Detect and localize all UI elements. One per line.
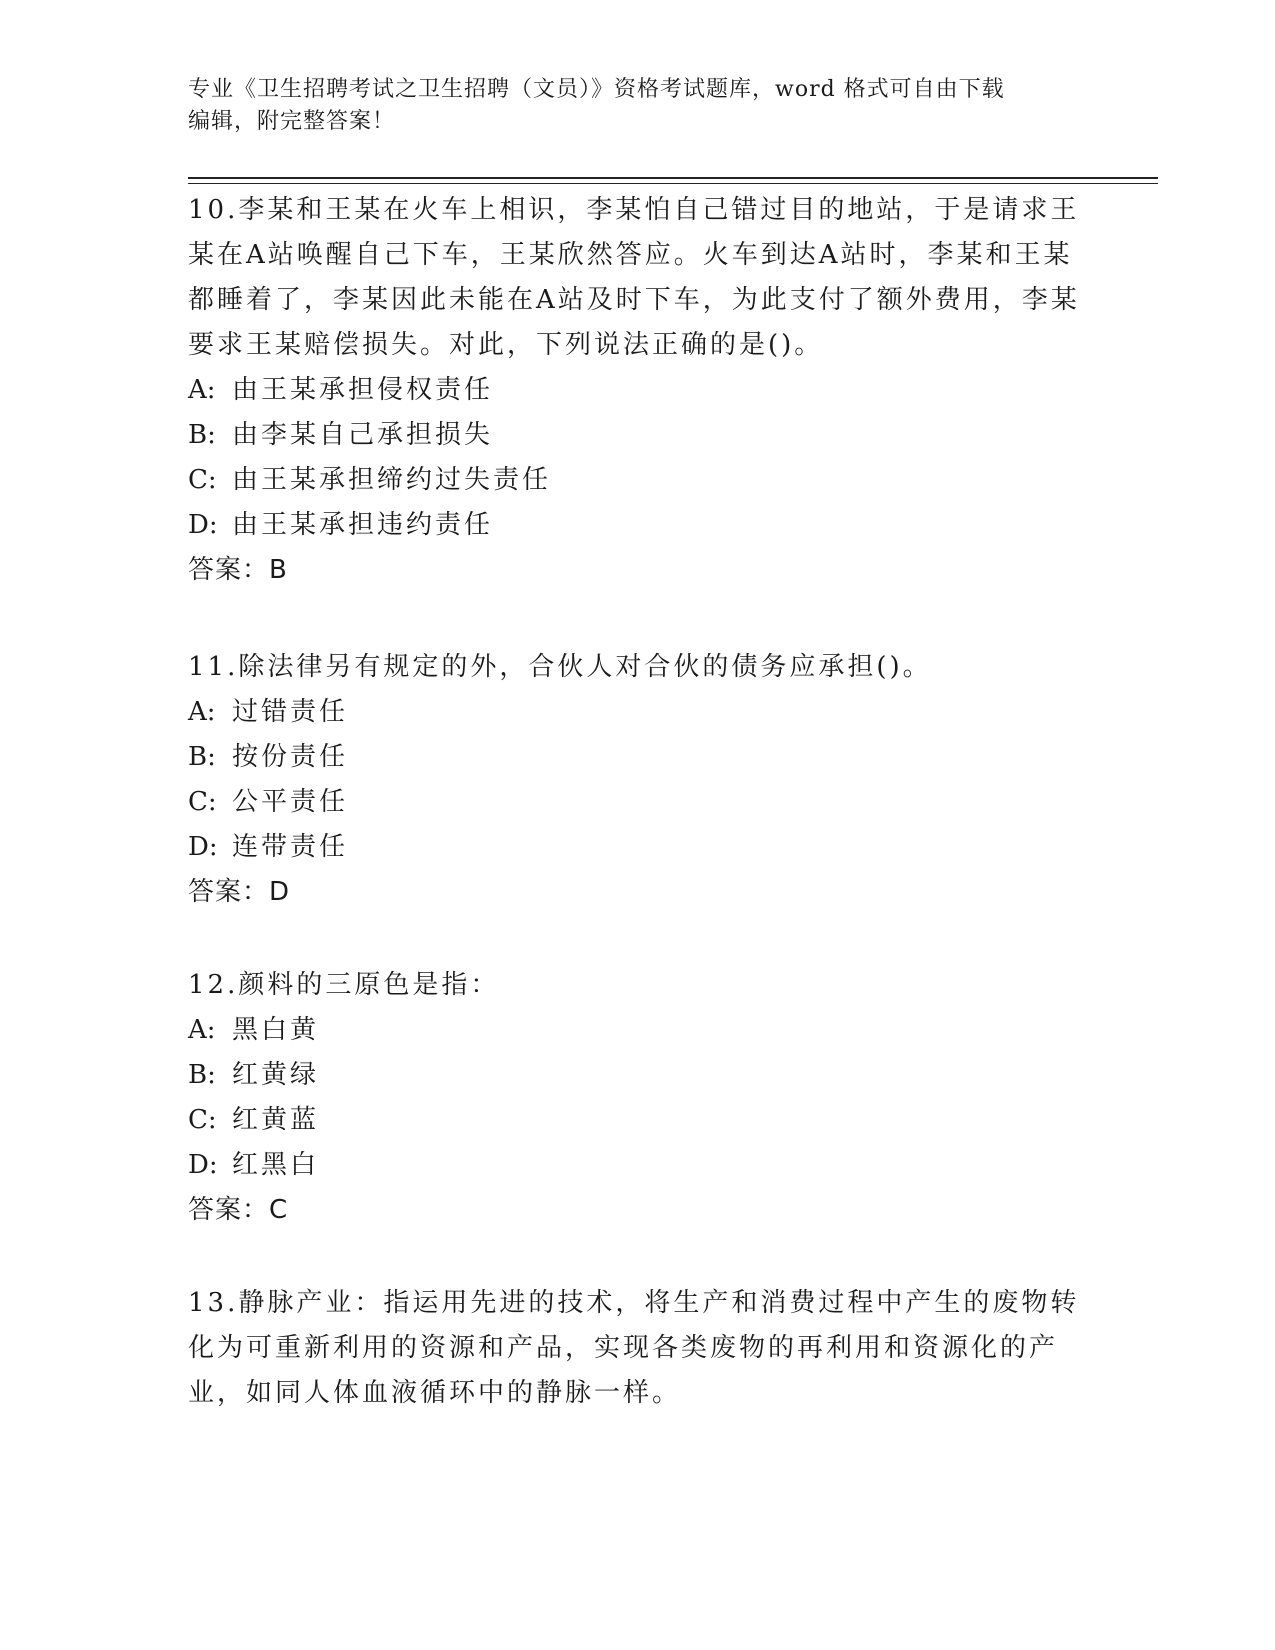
header-line-2: 编辑，附完整答案！ xyxy=(188,109,396,134)
option-c xyxy=(188,458,1088,503)
option-b xyxy=(188,413,1088,458)
option-d xyxy=(188,1143,1088,1188)
option-text: 由王某承担缔约过失责任 xyxy=(232,465,552,495)
question-text: 10.李某和王某在火车上相识，李某怕自己错过目的地站，于是请求王某在A站唤醒自己下车，王某欣然答应。火车到达A站时，李某和王某都睡着了，李某因此未能在A站及时下车，为此支付了额外费用，李某要求王某赔偿损失。对此，下列说法正确的是()。 xyxy=(188,195,1080,360)
option-label: D: xyxy=(188,510,218,540)
option-a xyxy=(188,690,1088,735)
option-b xyxy=(188,735,1088,780)
question-text: 11.除法律另有规定的外，合伙人对合伙的债务应承担()。 xyxy=(188,652,932,682)
question-10 xyxy=(188,188,1088,593)
option-label: A: xyxy=(188,375,216,405)
option-text: 按份责任 xyxy=(232,742,349,772)
option-b xyxy=(188,1053,1088,1098)
option-label: C: xyxy=(188,465,217,495)
question-text: 13.静脉产业：指运用先进的技术，将生产和消费过程中产生的废物转化为可重新利用的资源和产品，实现各类废物的再利用和资源化的产业，如同人体血液循环中的静脉一样。 xyxy=(188,1288,1080,1408)
option-text: 黑白黄 xyxy=(232,1015,320,1045)
option-text: 公平责任 xyxy=(232,787,349,817)
answer: 答案：C xyxy=(188,1195,289,1225)
option-label: A: xyxy=(188,1015,216,1045)
option-text: 由王某承担侵权责任 xyxy=(232,375,494,405)
option-text: 由李某自己承担损失 xyxy=(232,420,494,450)
answer: 答案：D xyxy=(188,877,291,907)
question-11 xyxy=(188,645,1088,915)
option-text: 红黄蓝 xyxy=(232,1105,320,1135)
option-label: A: xyxy=(188,697,216,727)
option-label: B: xyxy=(188,420,216,450)
header-line-1: 专业《卫生招聘考试之卫生招聘（文员）》资格考试题库，word 格式可自由下载 xyxy=(188,77,1005,102)
option-text: 红黑白 xyxy=(232,1150,320,1180)
option-text: 过错责任 xyxy=(232,697,349,727)
header-divider-thin xyxy=(188,183,1158,184)
option-text: 由王某承担违约责任 xyxy=(232,510,494,540)
question-text: 12.颜料的三原色是指： xyxy=(188,970,500,1000)
option-label: B: xyxy=(188,1060,216,1090)
option-text: 红黄绿 xyxy=(232,1060,320,1090)
option-label: C: xyxy=(188,787,217,817)
option-c xyxy=(188,780,1088,825)
option-d xyxy=(188,503,1088,548)
question-12 xyxy=(188,963,1088,1233)
option-a xyxy=(188,1008,1088,1053)
option-label: D: xyxy=(188,832,218,862)
option-label: C: xyxy=(188,1105,217,1135)
option-d xyxy=(188,825,1088,870)
header-divider-thick xyxy=(188,177,1158,179)
answer: 答案：B xyxy=(188,555,288,585)
question-13 xyxy=(188,1281,1088,1416)
document-header xyxy=(188,74,1068,138)
option-text: 连带责任 xyxy=(232,832,349,862)
option-c xyxy=(188,1098,1088,1143)
option-a xyxy=(188,368,1088,413)
option-label: D: xyxy=(188,1150,218,1180)
option-label: B: xyxy=(188,742,216,772)
